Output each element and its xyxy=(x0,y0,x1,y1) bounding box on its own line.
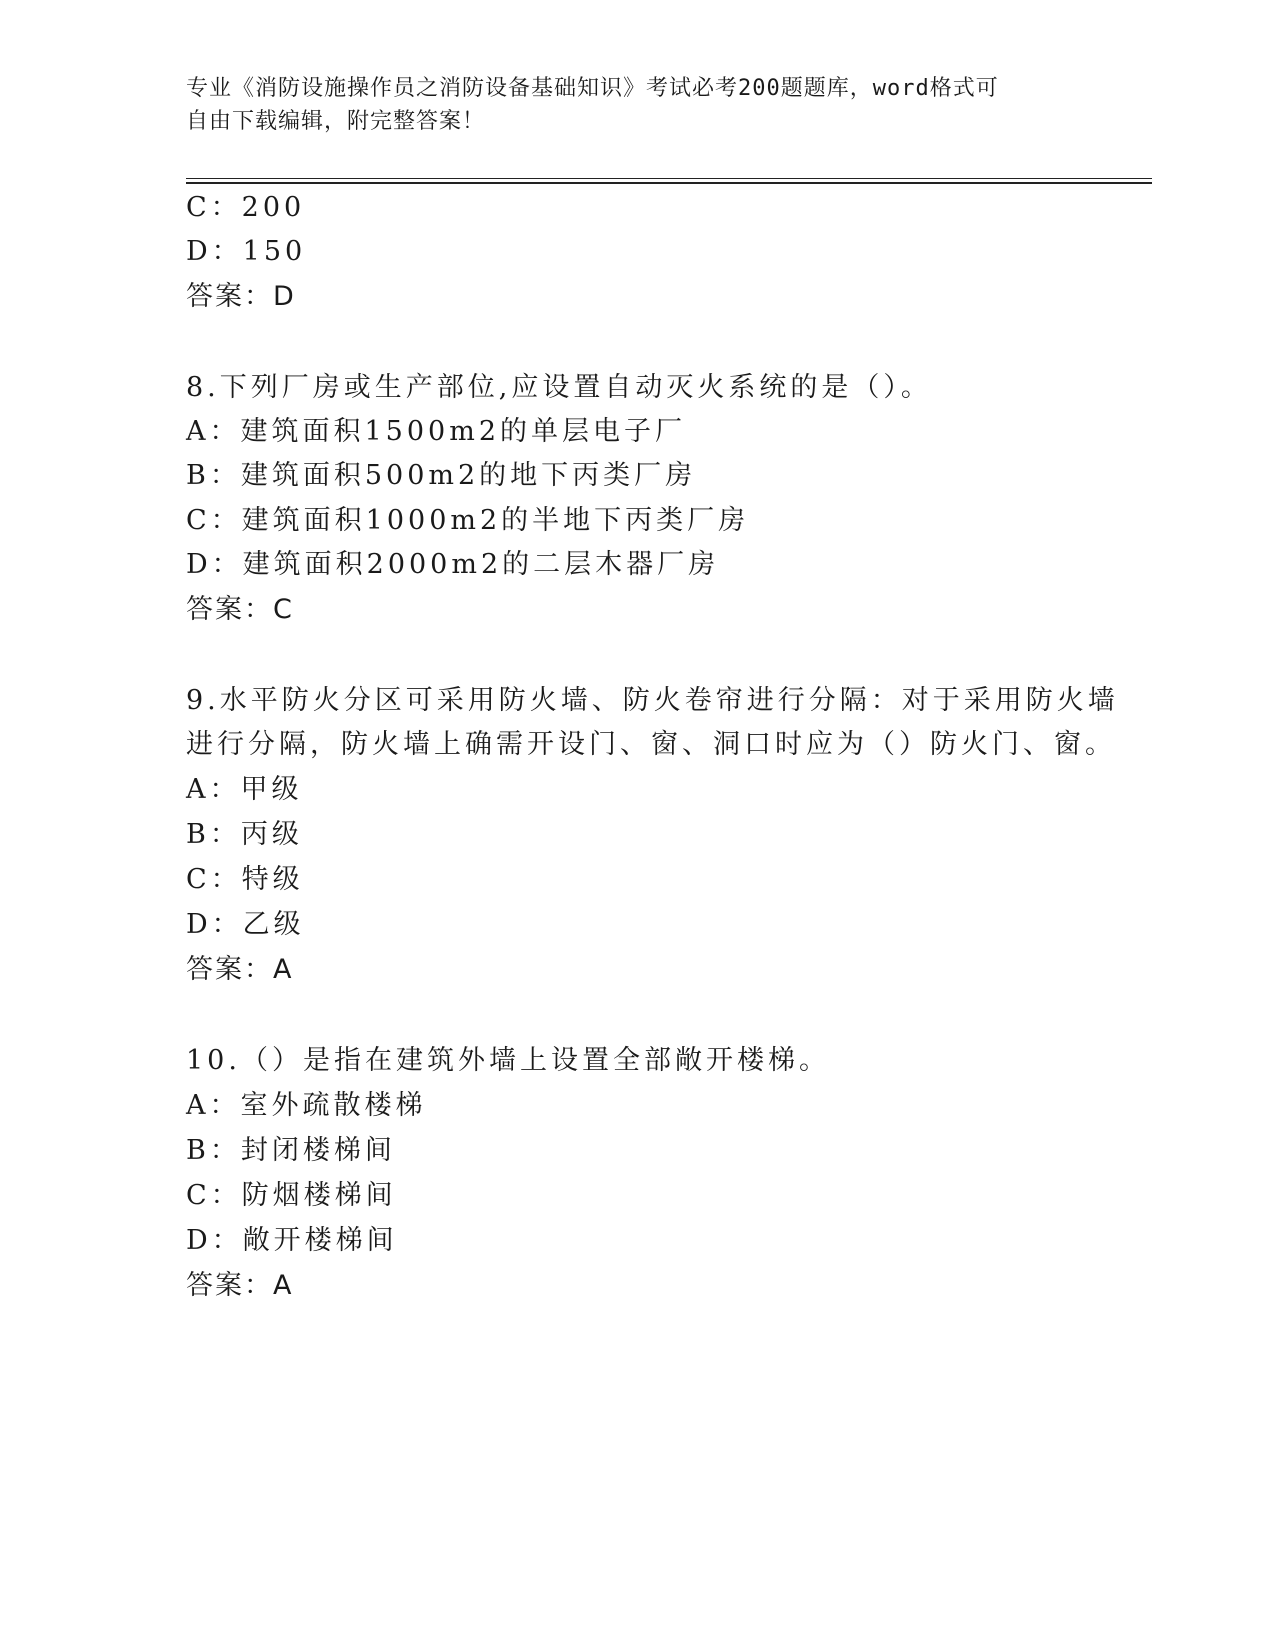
prev-answer: 答案：D xyxy=(186,281,296,312)
header-rule-thick xyxy=(186,182,1152,184)
q9-option-c: C：特级 xyxy=(186,864,304,895)
prev-option-c: C：200 xyxy=(186,192,306,223)
q8-option-b: B：建筑面积500m2的地下丙类厂房 xyxy=(186,460,697,491)
header-line-2: 自由下载编辑，附完整答案！ xyxy=(186,109,486,134)
q8-option-a: A：建筑面积1500m2的单层电子厂 xyxy=(186,416,686,447)
q10-option-d: D：敞开楼梯间 xyxy=(186,1225,398,1256)
q9-option-a: A：甲级 xyxy=(186,774,303,805)
q10-option-c: C：防烟楼梯间 xyxy=(186,1180,397,1211)
header-line-1: 专业《消防设施操作员之消防设备基础知识》考试必考200题题库，word格式可 xyxy=(186,76,999,101)
q8-option-c: C：建筑面积1000m2的半地下丙类厂房 xyxy=(186,505,750,536)
q10-option-a: A：室外疏散楼梯 xyxy=(186,1090,427,1121)
q8-stem: 8.下列厂房或生产部位,应设置自动灭火系统的是（）。 xyxy=(186,372,932,403)
q8-answer: 答案：C xyxy=(186,594,294,625)
prev-option-d: D：150 xyxy=(186,236,307,267)
document-header xyxy=(186,72,1086,138)
header-rule-thin xyxy=(186,178,1152,179)
q10-answer: 答案：A xyxy=(186,1270,294,1301)
q9-stem-line-2: 进行分隔，防火墙上确需开设门、窗、洞口时应为（）防火门、窗。 xyxy=(186,729,1116,760)
q8-option-d: D：建筑面积2000m2的二层木器厂房 xyxy=(186,549,720,580)
q9-option-d: D：乙级 xyxy=(186,909,305,940)
q9-answer: 答案：A xyxy=(186,954,294,985)
q10-stem: 10.（）是指在建筑外墙上设置全部敞开楼梯。 xyxy=(186,1045,830,1076)
q9-stem-line-1: 9.水平防火分区可采用防火墙、防火卷帘进行分隔：对于采用防火墙 xyxy=(186,685,1119,716)
q9-option-b: B：丙级 xyxy=(186,819,303,850)
q10-option-b: B：封闭楼梯间 xyxy=(186,1135,396,1166)
